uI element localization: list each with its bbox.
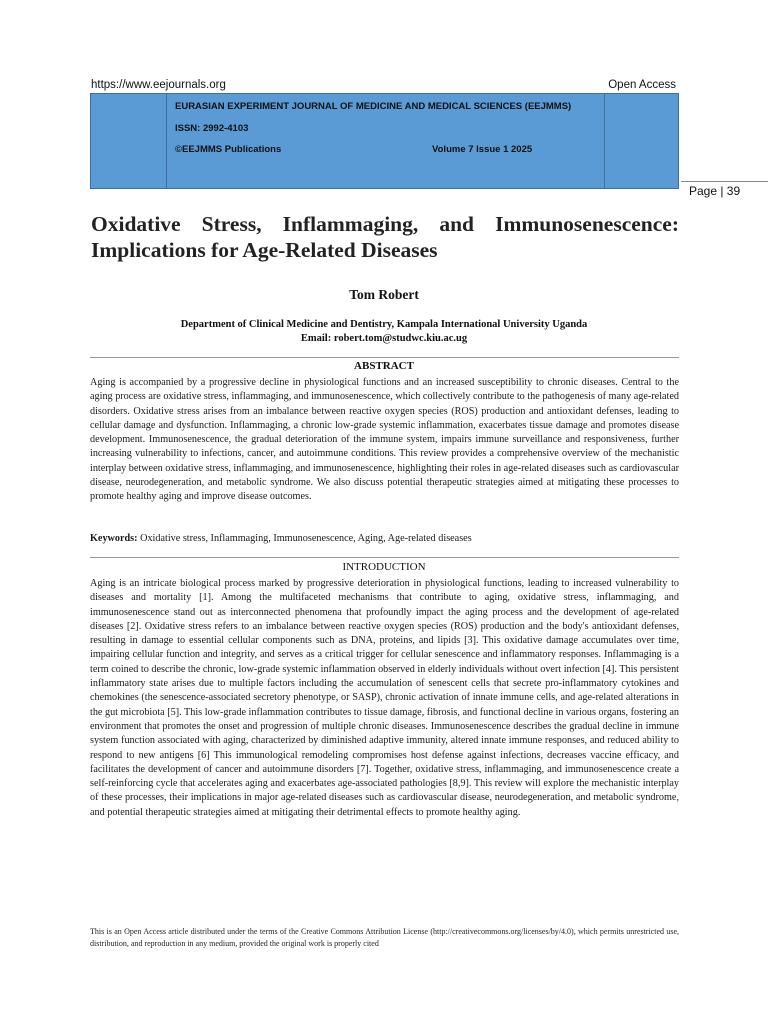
abstract-text: Aging is accompanied by a progressive decline in physiological functions and an increased susceptibility to chronic diseases. Central to the aging process are oxidative stress, inflammaging, and immunosenescence, which collectively contribute to the pathogenesis of many age-related disorders. Oxidative stress arises from an imbalance between reactive oxygen species (ROS) production and antioxidant defenses, leading to cellular damage and dysfunction. Inflammaging, a chronic low-grade systemic inflammation, exacerbates tissue damage and promotes disease development. Immunosenescence, the gradual deterioration of the immune system, impairs immune surveillance and responsiveness, further increasing vulnerability to infections, cancer, and autoimmune conditions. This review provides a comprehensive overview of the mechanistic interplay between oxidative stress, inflammaging, and immunosenescence, highlighting their roles in age-related diseases such as cardiovascular disease, neurodegeneration, and metabolic syndrome. We also discuss potential therapeutic strategies aimed at mitigating these processes to promote healthy aging and improve disease outcomes.: [90, 377, 679, 503]
journal-volume: Volume 7 Issue 1 2025: [432, 144, 533, 155]
author-affiliation-block: [0, 318, 768, 346]
license-footnote: This is an Open Access article distributed under the terms of the Creative Commons Attribution License (http://creativecommons.org/licenses/by/4.0), which permits unrestricted use, distribution, and reproduction in any medium, provided the original work is properly cited: [90, 927, 679, 948]
author-affiliation: Department of Clinical Medicine and Dentistry, Kampala International University Uganda: [180, 319, 588, 330]
page-number-rule: [681, 181, 768, 182]
journal-issn: ISSN: 2992-4103: [175, 123, 249, 134]
abstract-divider: [90, 357, 679, 358]
keywords-line: [90, 532, 679, 546]
journal-name: EURASIAN EXPERIMENT JOURNAL OF MEDICINE AND MEDICAL SCIENCES (EEJMMS): [175, 101, 572, 112]
introduction-text: Aging is an intricate biological process marked by progressive deterioration in physiological functions, leading to increased vulnerability to diseases and mortality [1]. Among the multifaceted mechanisms that contribute to aging, oxidative stress, inflammaging, and immunosenescence stand out as interconnected phenomena that profoundly impact the aging process and the development of age-related diseases [2]. Oxidative stress refers to an imbalance between reactive oxygen species (ROS) production and the body's antioxidant defenses, resulting in damage to essential cellular components such as DNA, proteins, and lipids [3]. This oxidative damage accumulates over time, impairing cellular function and integrity, and serves as a critical trigger for cellular senescence and inflammatory responses. Inflammaging is a term coined to describe the chronic, low-grade systemic inflammation observed in elderly individuals without overt infection [4]. This persistent inflammatory state arises due to multiple factors including the accumulation of senescent cells that secrete pro-inflammatory cytokines and chemokines (the senescence-associated secretory phenotype, or SASP), chronic activation of innate immune cells, and age-related alterations in the gut microbiota [5]. This low-grade inflammation contributes to tissue damage, fibrosis, and functional decline in various organs, fostering an environment that promotes the onset and progression of multiple chronic diseases. Immunosenescence describes the gradual decline in immune system function associated with aging, characterized by diminished adaptive immunity, altered innate immune responses, and reduced ability to respond to new antigens [6] This immunological remodeling compromises host defense against infections, decreases vaccine efficacy, and facilitates the development of cancer and autoimmune disorders [7]. Together, oxidative stress, inflammaging, and immunosenescence create a self-reinforcing cycle that accelerates aging and exacerbates age-associated pathologies [8,9]. This review will explore the mechanistic interplay of these processes, their implications in major age-related diseases such as cardiovascular disease, neurodegeneration, and metabolic syndrome, and potential therapeutic strategies aimed at mitigating their detrimental effects to promote healthy aging.: [90, 578, 679, 818]
article-title: Oxidative Stress, Inflammaging, and Immunosenescence: Implications for Age-Related Diseases: [91, 212, 679, 262]
box-divider-right: [604, 94, 605, 188]
page-number: Page | 39: [689, 184, 741, 198]
open-access-label: Open Access: [608, 79, 676, 91]
introduction-heading: INTRODUCTION: [342, 561, 426, 573]
journal-url[interactable]: https://www.eejournals.org: [91, 79, 226, 91]
keywords-label: Keywords:: [90, 533, 138, 544]
abstract-heading: ABSTRACT: [354, 360, 414, 372]
journal-publisher: ©EEJMMS Publications: [175, 144, 282, 155]
article-author: Tom Robert: [349, 287, 419, 302]
box-divider-left: [166, 94, 167, 188]
author-email[interactable]: Email: robert.tom@studwc.kiu.ac.ug: [300, 333, 468, 344]
journal-info-box: [90, 93, 679, 189]
keywords-list: Oxidative stress, Inflammaging, Immunosenescence, Aging, Age-related diseases: [140, 533, 472, 544]
introduction-divider: [90, 557, 679, 558]
